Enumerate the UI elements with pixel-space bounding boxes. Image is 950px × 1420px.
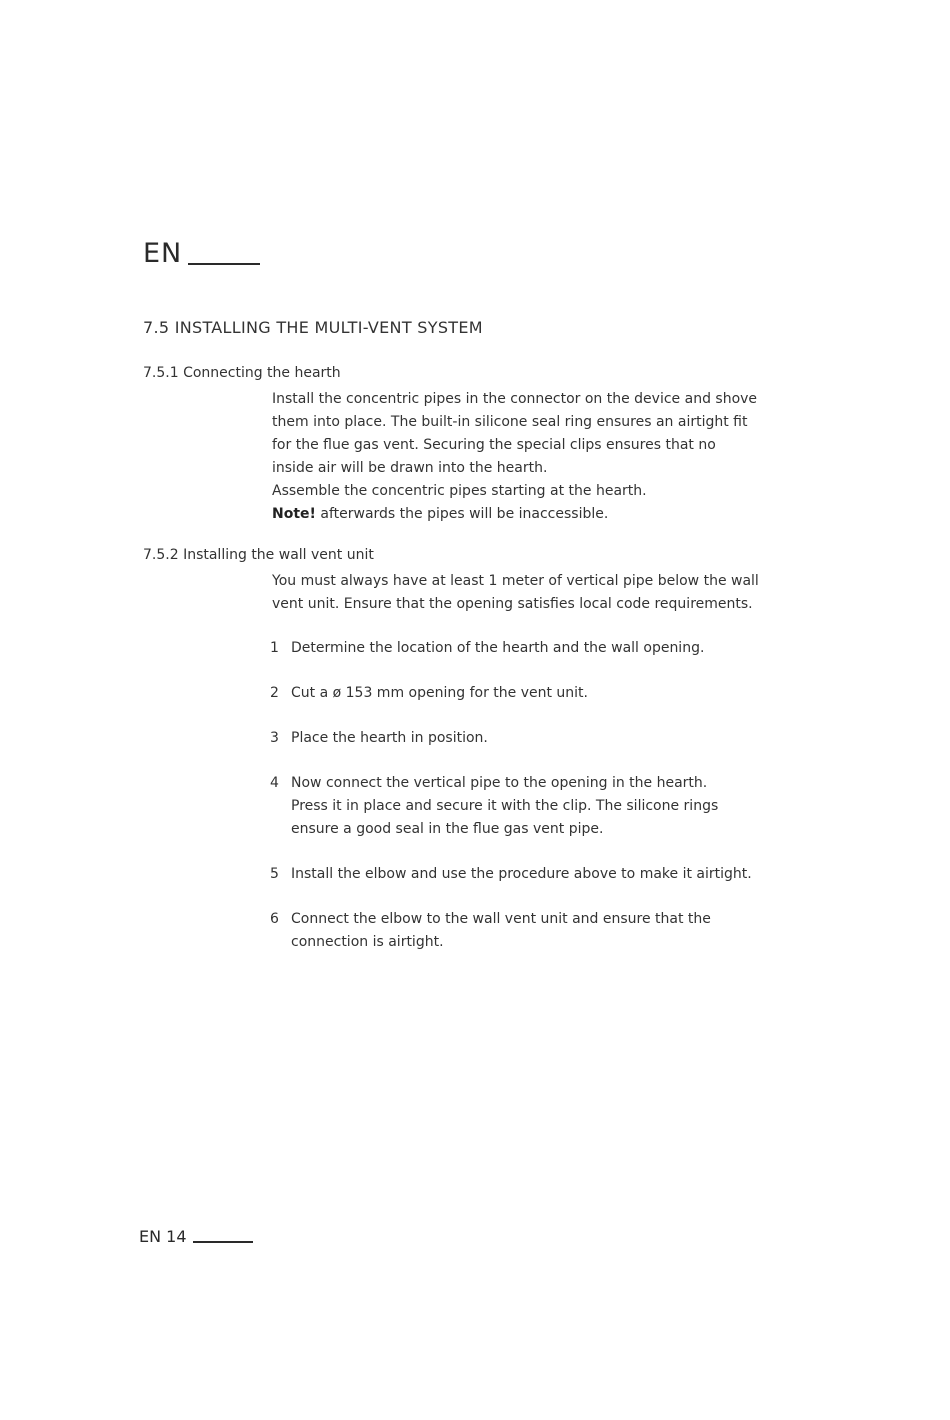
language-marker <box>143 238 260 269</box>
step-text <box>291 637 800 660</box>
page-number: EN 14 <box>139 1227 187 1246</box>
step-line: ensure a good seal in the flue gas vent pipe. <box>291 821 604 837</box>
step-text <box>291 727 800 750</box>
step-text <box>291 682 800 705</box>
step-text <box>291 863 800 886</box>
subsection-heading-connecting: 7.5.1 Connecting the hearth <box>143 365 341 381</box>
paragraph-line: for the flue gas vent. Securing the special clips ensures that no <box>272 437 716 453</box>
note-line <box>272 503 792 526</box>
step-item <box>270 772 800 841</box>
paragraph-line: them into place. The built-in silicone seal ring ensures an airtight fit <box>272 414 748 430</box>
installation-steps <box>270 637 800 976</box>
connecting-paragraph <box>272 388 792 526</box>
step-line: Now connect the vertical pipe to the opening in the hearth. <box>291 775 708 791</box>
step-line: Cut a ø 153 mm opening for the vent unit. <box>291 685 588 701</box>
step-number: 4 <box>270 775 279 791</box>
step-item <box>270 637 800 660</box>
wall-vent-paragraph <box>272 570 792 616</box>
step-line: Connect the elbow to the wall vent unit and ensure that the <box>291 911 711 927</box>
step-text <box>291 772 800 841</box>
step-line: Determine the location of the hearth and the wall opening. <box>291 640 705 656</box>
step-item <box>270 682 800 705</box>
paragraph-line: inside air will be drawn into the hearth. <box>272 460 548 476</box>
footer-rule <box>193 1241 253 1243</box>
page-footer <box>139 1227 253 1246</box>
step-line: connection is airtight. <box>291 934 444 950</box>
paragraph-line: vent unit. Ensure that the opening satisfies local code requirements. <box>272 596 753 612</box>
language-rule <box>188 263 260 265</box>
step-item <box>270 727 800 750</box>
step-item <box>270 908 800 954</box>
section-title: 7.5 INSTALLING THE MULTI-VENT SYSTEM <box>143 318 483 337</box>
step-number: 3 <box>270 730 279 746</box>
note-text: afterwards the pipes will be inaccessible. <box>315 506 609 522</box>
step-text <box>291 908 800 954</box>
paragraph-line: Assemble the concentric pipes starting at the hearth. <box>272 483 647 499</box>
step-number: 1 <box>270 640 279 656</box>
step-number: 2 <box>270 685 279 701</box>
paragraph-line: Install the concentric pipes in the connector on the device and shove <box>272 391 758 407</box>
step-number: 5 <box>270 866 279 882</box>
step-line: Place the hearth in position. <box>291 730 488 746</box>
language-code: EN <box>143 238 183 269</box>
note-label: Note! <box>272 506 316 522</box>
subsection-heading-wall-vent: 7.5.2 Installing the wall vent unit <box>143 547 374 563</box>
step-line: Install the elbow and use the procedure above to make it airtight. <box>291 866 752 882</box>
step-number: 6 <box>270 911 279 927</box>
step-line: Press it in place and secure it with the clip. The silicone rings <box>291 798 719 814</box>
paragraph-line: You must always have at least 1 meter of vertical pipe below the wall <box>272 573 759 589</box>
step-item <box>270 863 800 886</box>
